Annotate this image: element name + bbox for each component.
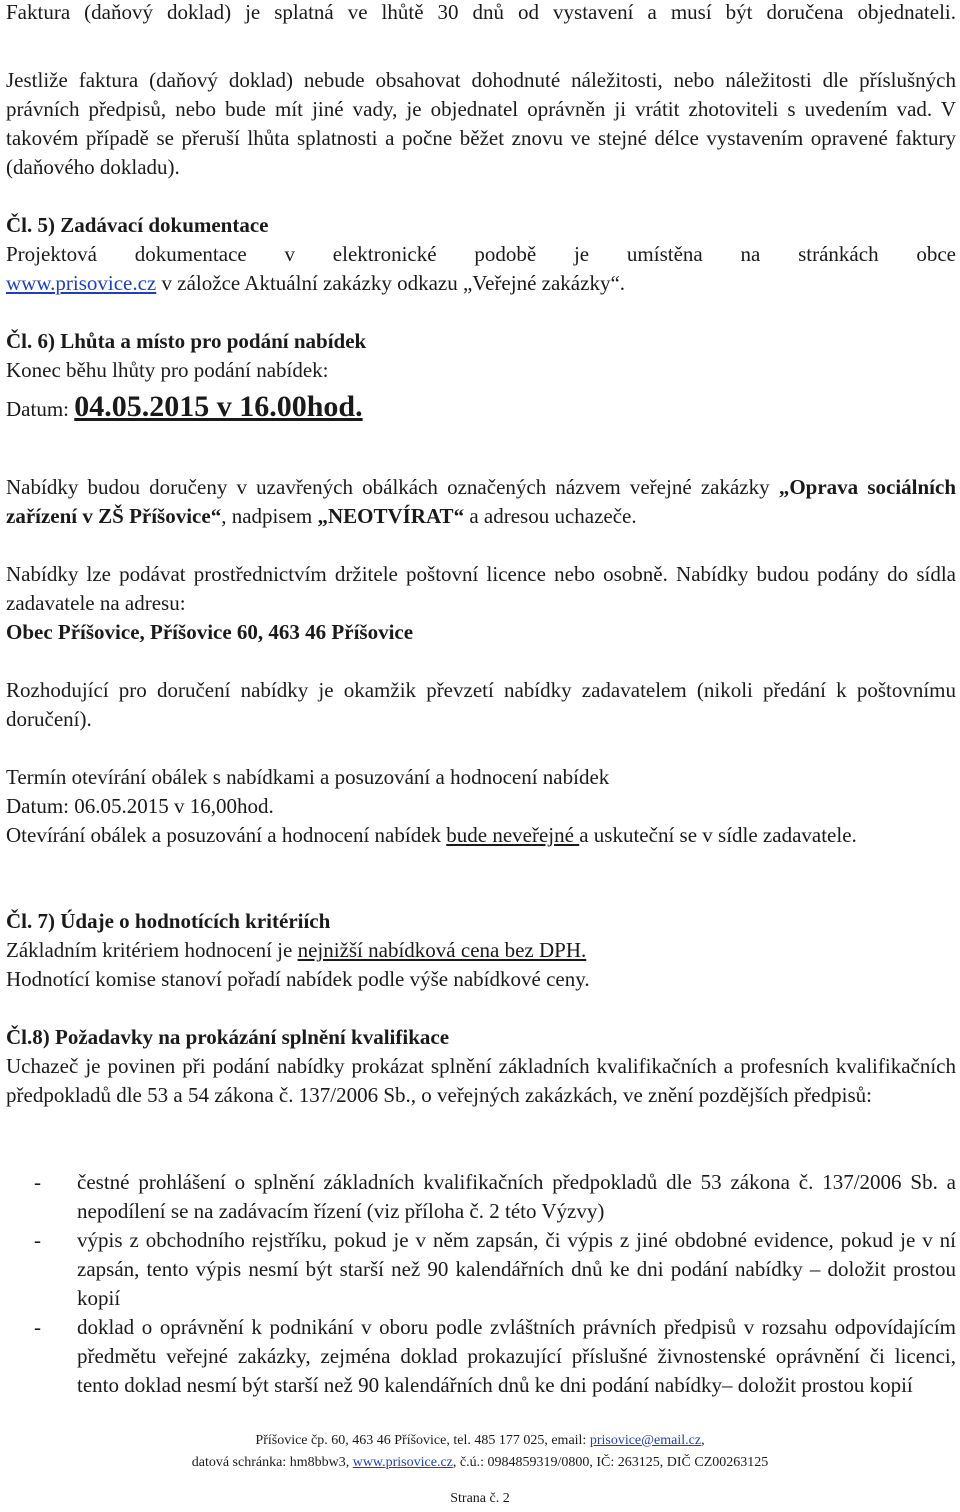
section-8-intro: Uchazeč je povinen při podání nabídky prokázat splnění základních kvalifikačních a profesních kvalifikačních předpokladů dle 53 a 54 zákona č. 137/2006 Sb., o veřejných zakázkách, ve znění pozdějších předpisů: bbox=[6, 1054, 956, 1107]
footer-contact-line bbox=[0, 1430, 960, 1452]
page-number: Strana č. 2 bbox=[450, 1491, 510, 1506]
opening-text-1: Otevírání obálek a posuzování a hodnocení nabídek bbox=[6, 823, 447, 847]
section-5-link-line bbox=[6, 269, 956, 298]
footer-sep: , bbox=[701, 1433, 705, 1448]
section-6 bbox=[6, 327, 956, 427]
section-5-text bbox=[6, 240, 956, 269]
invoice-return-paragraph bbox=[6, 66, 956, 182]
offers-delivery-paragraph bbox=[6, 560, 956, 618]
section-8 bbox=[6, 1023, 956, 1110]
qualification-item-text: výpis z obchodního rejstříku, pokud je v něm zapsán, či výpis z jiné obdobné evidence, pokud je v ní zapsán, tento výpis nesmí být starší než 90 kalendářních dnů ke dni podání nabídky – doložit prostou kopií bbox=[77, 1228, 956, 1310]
opening-label: Termín otevírání obálek s nabídkami a posuzování a hodnocení nabídek bbox=[6, 765, 610, 789]
section-5-text-1: Projektová dokumentace v elektronické podobě je umístěna na stránkách obce bbox=[6, 242, 956, 266]
section-8-heading: Čl.8) Požadavky na prokázání splnění kvalifikace bbox=[6, 1025, 450, 1049]
section-7-heading: Čl. 7) Údaje o hodnotících kritériích bbox=[6, 909, 331, 933]
opening-non-public: bude neveřejné bbox=[446, 823, 580, 847]
deadline-label: Konec běhu lhůty pro podání nabídek: bbox=[6, 358, 329, 382]
invoice-return-text: Jestliže faktura (daňový doklad) nebude obsahovat dohodnuté náležitosti, nebo náležitosti dle příslušných právních předpisů, nebo bude mít jiné vady, je objednatel oprávněn ji vrátit zhotoviteli s uvedením vad. V takovém případě se přeruší lhůta splatnosti a počne běžet znovu ve stejné délce vystavením opravené faktury (daňového dokladu). bbox=[6, 68, 956, 179]
footer-address: Příšovice čp. 60, 463 46 Příšovice, tel. 485 177 025, email: bbox=[255, 1433, 590, 1448]
decisive-moment-text: Rozhodující pro doručení nabídky je okamžik převzetí nabídky zadavatelem (nikoli předání k poštovnímu doručení). bbox=[6, 678, 956, 731]
offers-delivery-text: Nabídky lze podávat prostřednictvím držitele poštovní licence nebo osobně. Nabídky budou podány do sídla zadavatele na adresu: bbox=[6, 562, 956, 615]
page-footer bbox=[0, 1430, 960, 1474]
section-5-text-2: v záložce Aktuální zakázky odkazu „Veřejné zakázky“. bbox=[156, 271, 626, 295]
qualification-item bbox=[6, 1313, 956, 1400]
submission-address: Obec Příšovice, Příšovice 60, 463 46 Příšovice bbox=[6, 620, 414, 644]
offers-text-2: , nadpisem bbox=[221, 504, 318, 528]
footer-databox: datová schránka: hm8bbw3, bbox=[191, 1455, 353, 1470]
criterion-text: Základním kritériem hodnocení je bbox=[6, 938, 298, 962]
offers-text-3: a adresou uchazeče. bbox=[464, 504, 637, 528]
footer-email-link[interactable]: prisovice@email.cz bbox=[589, 1433, 702, 1448]
footer-registry-line bbox=[0, 1452, 960, 1474]
dash-marker: - bbox=[34, 1315, 41, 1339]
offers-paragraph bbox=[6, 473, 956, 531]
opening-block bbox=[6, 763, 956, 850]
invoice-due-text: Faktura (daňový doklad) je splatná ve lhůtě 30 dnů od vystavení a musí být doručena objednateli. bbox=[6, 0, 956, 24]
qualification-item bbox=[6, 1226, 956, 1313]
opening-text bbox=[6, 821, 956, 850]
offers-text-1: Nabídky budou doručeny v uzavřených obálkách označených názvem veřejné zakázky bbox=[6, 475, 770, 499]
dash-marker: - bbox=[34, 1228, 41, 1252]
qualification-item bbox=[6, 1168, 956, 1226]
lowest-price-criterion: nejnižší nabídková cena bez DPH. bbox=[297, 938, 587, 962]
decisive-moment-paragraph bbox=[6, 676, 956, 734]
invoice-due-paragraph bbox=[6, 0, 956, 27]
section-7-criterion bbox=[6, 936, 956, 965]
section-5-heading: Čl. 5) Zadávací dokumentace bbox=[6, 213, 269, 237]
section-7 bbox=[6, 907, 956, 994]
date-label: Datum: bbox=[6, 397, 75, 421]
opening-text-2: a uskuteční se v sídle zadavatele. bbox=[579, 823, 857, 847]
dash-marker: - bbox=[34, 1170, 41, 1194]
contract-title: „Oprava sociálních zařízení v ZŠ Příšovice“ bbox=[6, 475, 957, 528]
qualification-item-text: čestné prohlášení o splnění základních kvalifikačních předpokladů dle 53 zákona č. 137/2006 Sb. a nepodílení se na zadávacím řízení (viz příloha č. 2 této Výzvy) bbox=[77, 1170, 956, 1223]
section-7-text-2: Hodnotící komise stanoví pořadí nabídek podle výše nabídkové ceny. bbox=[6, 967, 590, 991]
opening-date: Datum: 06.05.2015 v 16,00hod. bbox=[6, 794, 274, 818]
deadline-date-value: 04.05.2015 v 16.00hod. bbox=[74, 390, 363, 423]
section-5 bbox=[6, 211, 956, 298]
section-6-heading: Čl. 6) Lhůta a místo pro podání nabídek bbox=[6, 329, 367, 353]
municipality-website-link[interactable]: www.prisovice.cz bbox=[6, 271, 157, 295]
footer-bank-ids: , č.ú.: 0984859319/0800, IČ: 263125, DIČ CZ00263125 bbox=[452, 1455, 769, 1470]
deadline-date-line bbox=[6, 389, 956, 427]
qualification-item-text: doklad o oprávnění k podnikání v oboru podle zvláštních právních předpisů v rozsahu odpovídajícím předmětu veřejné zakázky, zejména doklad prokazující příslušné živnostenské oprávnění či licenci, tento doklad nesmí být starší než 90 kalendářních dnů ke dni podání nabídky– doložit prostou kopií bbox=[77, 1315, 956, 1397]
footer-website-link[interactable]: www.prisovice.cz bbox=[352, 1455, 453, 1470]
do-not-open-label: „NEOTVÍRAT“ bbox=[317, 504, 465, 528]
